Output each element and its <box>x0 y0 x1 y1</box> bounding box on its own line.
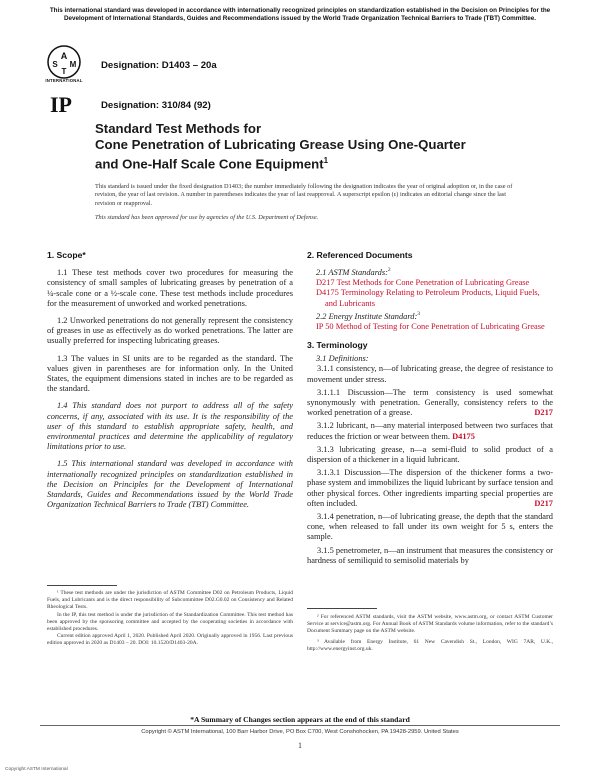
astm-standards-label: 2.1 ASTM Standards: <box>316 268 388 277</box>
svg-text:S: S <box>52 60 58 69</box>
ref-d217: D217 Test Methods for Cone Penetration of Lubricating Grease <box>316 278 530 288</box>
refdocs-heading: 2. Referenced Documents <box>307 250 413 260</box>
dod-approval-note: This standard has been approved for use by agencies of the U.S. Department of Defense. <box>95 214 319 221</box>
ref-ip50-link[interactable]: IP 50 <box>316 321 334 331</box>
ref-d4175-link[interactable]: D4175 <box>316 288 339 298</box>
para-1-3: 1.3 The values in SI units are to be regarded as the standard. The values given in parentheses are for information only. In the United States, the equipment dimensions stated in inches are to be regarded as the standard. <box>47 353 293 394</box>
copyright-line: Copyright © ASTM International, 100 Barr Harbor Drive, PO Box C700, West Conshohocken, PA 19428-2959. United States <box>141 729 459 735</box>
para-1-2: 1.2 Unworked penetrations do not generally represent the consistency of greases in use as effectively as do worked penetrations. The latter are usually preferred for inspecting lubricating greases. <box>47 316 293 346</box>
ref-d4175-tag[interactable]: D4175 <box>452 431 475 441</box>
def-consistency-discussion: 3.1.1.1 Discussion—The term consistency is used somewhat synonymously with penetration. Generally, consistency refers to the worked penetration of a grease. D217 <box>307 387 553 418</box>
def-penetration: 3.1.4 penetration, n—of lubricating grease, the depth that the standard cone, when released to fall under its own weight for 5 s, enters the sample. <box>307 512 553 542</box>
title-footnote-mark: 1 <box>323 156 329 165</box>
ip-logo-icon <box>48 93 82 115</box>
definitions-label: 3.1 Definitions: <box>316 354 369 364</box>
footnote-3: ³ Available from Energy Institute, 61 New Cavendish St., London, WIG 7AR, U.K., http://www.energyinst.org.uk. <box>307 638 553 652</box>
def-lubricant: 3.1.2 lubricant, n—any material interposed between two surfaces that reduces the friction or wear between them. D4175 <box>307 421 553 441</box>
title-line-3: and One-Half Scale Cone Equipment <box>95 156 324 172</box>
licensed-mark: Copyright ASTM International <box>5 767 68 772</box>
designation-ip: Designation: 310/84 (92) <box>101 100 211 111</box>
svg-text:M: M <box>69 60 77 69</box>
designation: Designation: D1403 – 20a <box>101 60 217 71</box>
ref-d4175: D4175 Terminology Relating to Petroleum Products, Liquid Fuels, and Lubricants <box>316 288 540 308</box>
para-1-1: 1.1 These test methods cover two procedures for measuring the consistency of small samples of lubricating greases by penetration of a ¼-scale cone or a ½-scale cone. These test methods include procedures for the measurement of unworked and worked penetrations. <box>47 268 293 308</box>
footnote-2: ² For referenced ASTM standards, visit the ASTM website, www.astm.org, or contact ASTM Customer Service at service@astm.org. For Annual Book of ASTM Standards volume information, refer to the standard’s Document Summary page on the ASTM website. <box>307 614 553 635</box>
svg-text:IP: IP <box>50 93 72 115</box>
tbt-notice: This international standard was developed in accordance with internationally recognized principles on standardization established in the Decision on Principles for the Development of International Standards, Guides and Recommendations issued by the World Trade Organization Technical Barriers to Trade (TBT) Committee. <box>49 7 551 23</box>
title-line-1: Standard Test Methods for <box>95 121 262 136</box>
right-column <box>307 250 553 566</box>
page-number: 1 <box>298 741 302 750</box>
svg-text:T: T <box>61 67 67 76</box>
ref-d217-tag-2[interactable]: D217 <box>534 498 553 508</box>
def-penetrometer: 3.1.5 penetrometer, n—an instrument that measures the consistency or hardness of semiliquid to semisolid materials by <box>307 545 553 565</box>
ref-d217-tag[interactable]: D217 <box>534 408 553 418</box>
ei-standard-footnote-mark: 3 <box>417 310 421 317</box>
scope-heading: 1. Scope* <box>47 250 86 260</box>
footnote-1-edition: Current edition approved April 1, 2020. Published April 2020. Originally approved in 1956. Last previous edition approved in 2020 as D1403 – 20. DOI: 10.1520/D1403-20A. <box>47 633 293 647</box>
left-column <box>47 250 293 510</box>
issuance-note: This standard is issued under the fixed designation D1403; the number immediately following the designation indicates the year of original adoption or, in the case of revision, the year of last revision. A number in parentheses indicates the year of last reapproval. A superscript epsilon (ε) indicates an editorial change since the last revision or reapproval. <box>95 183 513 207</box>
terminology-heading: 3. Terminology <box>307 340 368 351</box>
astm-standards-footnote-mark: 2 <box>387 267 391 274</box>
ref-ip50: IP 50 Method of Testing for Cone Penetration of Lubricating Grease <box>316 321 545 331</box>
title-line-2: Cone Penetration of Lubricating Grease Using One-Quarter <box>95 137 466 152</box>
def-consistency: 3.1.1 consistency, n—of lubricating grease, the degree of resistance to movement under stress. <box>307 364 553 384</box>
bottom-rule <box>40 725 560 726</box>
footnote-rule-right <box>307 608 377 609</box>
para-1-5: 1.5 This international standard was developed in accordance with internationally recognized principles on standardization established in the Decision on Principles for the Development of International Standards, Guides and Recommendations issued by the World Trade Organization Technical Barriers to Trade (TBT) Committee. <box>47 459 293 510</box>
footnote-rule-left <box>47 585 117 586</box>
footnote-1: ¹ These test methods are under the jurisdiction of ASTM Committee D02 on Petroleum Products, Liquid Fuels, and Lubricants and is the direct responsibility of Subcommittee D02.G0.02 on Consistency and Related Rheological Tests. <box>47 590 293 611</box>
def-lubricating-grease: 3.1.3 lubricating grease, n—a semi-fluid to solid product of a dispersion of a thickener in a liquid lubricant. <box>307 444 553 465</box>
ref-d217-link[interactable]: D217 <box>316 278 335 288</box>
para-1-4: 1.4 This standard does not purport to address all of the safety concerns, if any, associated with its use. It is the responsibility of the user of this standard to establish appropriate safety, health, and environmental practices and determine the applicability of regulatory limitations prior to use. <box>47 401 293 452</box>
svg-text:A: A <box>60 51 68 61</box>
footnotes-right <box>307 614 553 653</box>
astm-logo-caption: INTERNATIONAL <box>45 78 83 83</box>
summary-of-changes-note: *A Summary of Changes section appears at the end of this standard <box>190 715 410 724</box>
footnote-1-ip: In the IP, this test method is under the jurisdiction of the Standardization Committee. This test method has been approved by the sponsoring committee and accepted by the cooperating societies in accordance with established procedures. <box>47 611 293 633</box>
def-grease-discussion: 3.1.3.1 Discussion—The dispersion of the thickener forms a two-phase system and immobilizes the liquid lubricant by surface tension and other physical forces. Other ingredients imparting special properties are often included. D217 <box>307 468 553 508</box>
footnotes-left <box>47 590 293 648</box>
document-title <box>95 121 535 172</box>
ei-standard-label: 2.2 Energy Institute Standard: <box>316 311 418 321</box>
